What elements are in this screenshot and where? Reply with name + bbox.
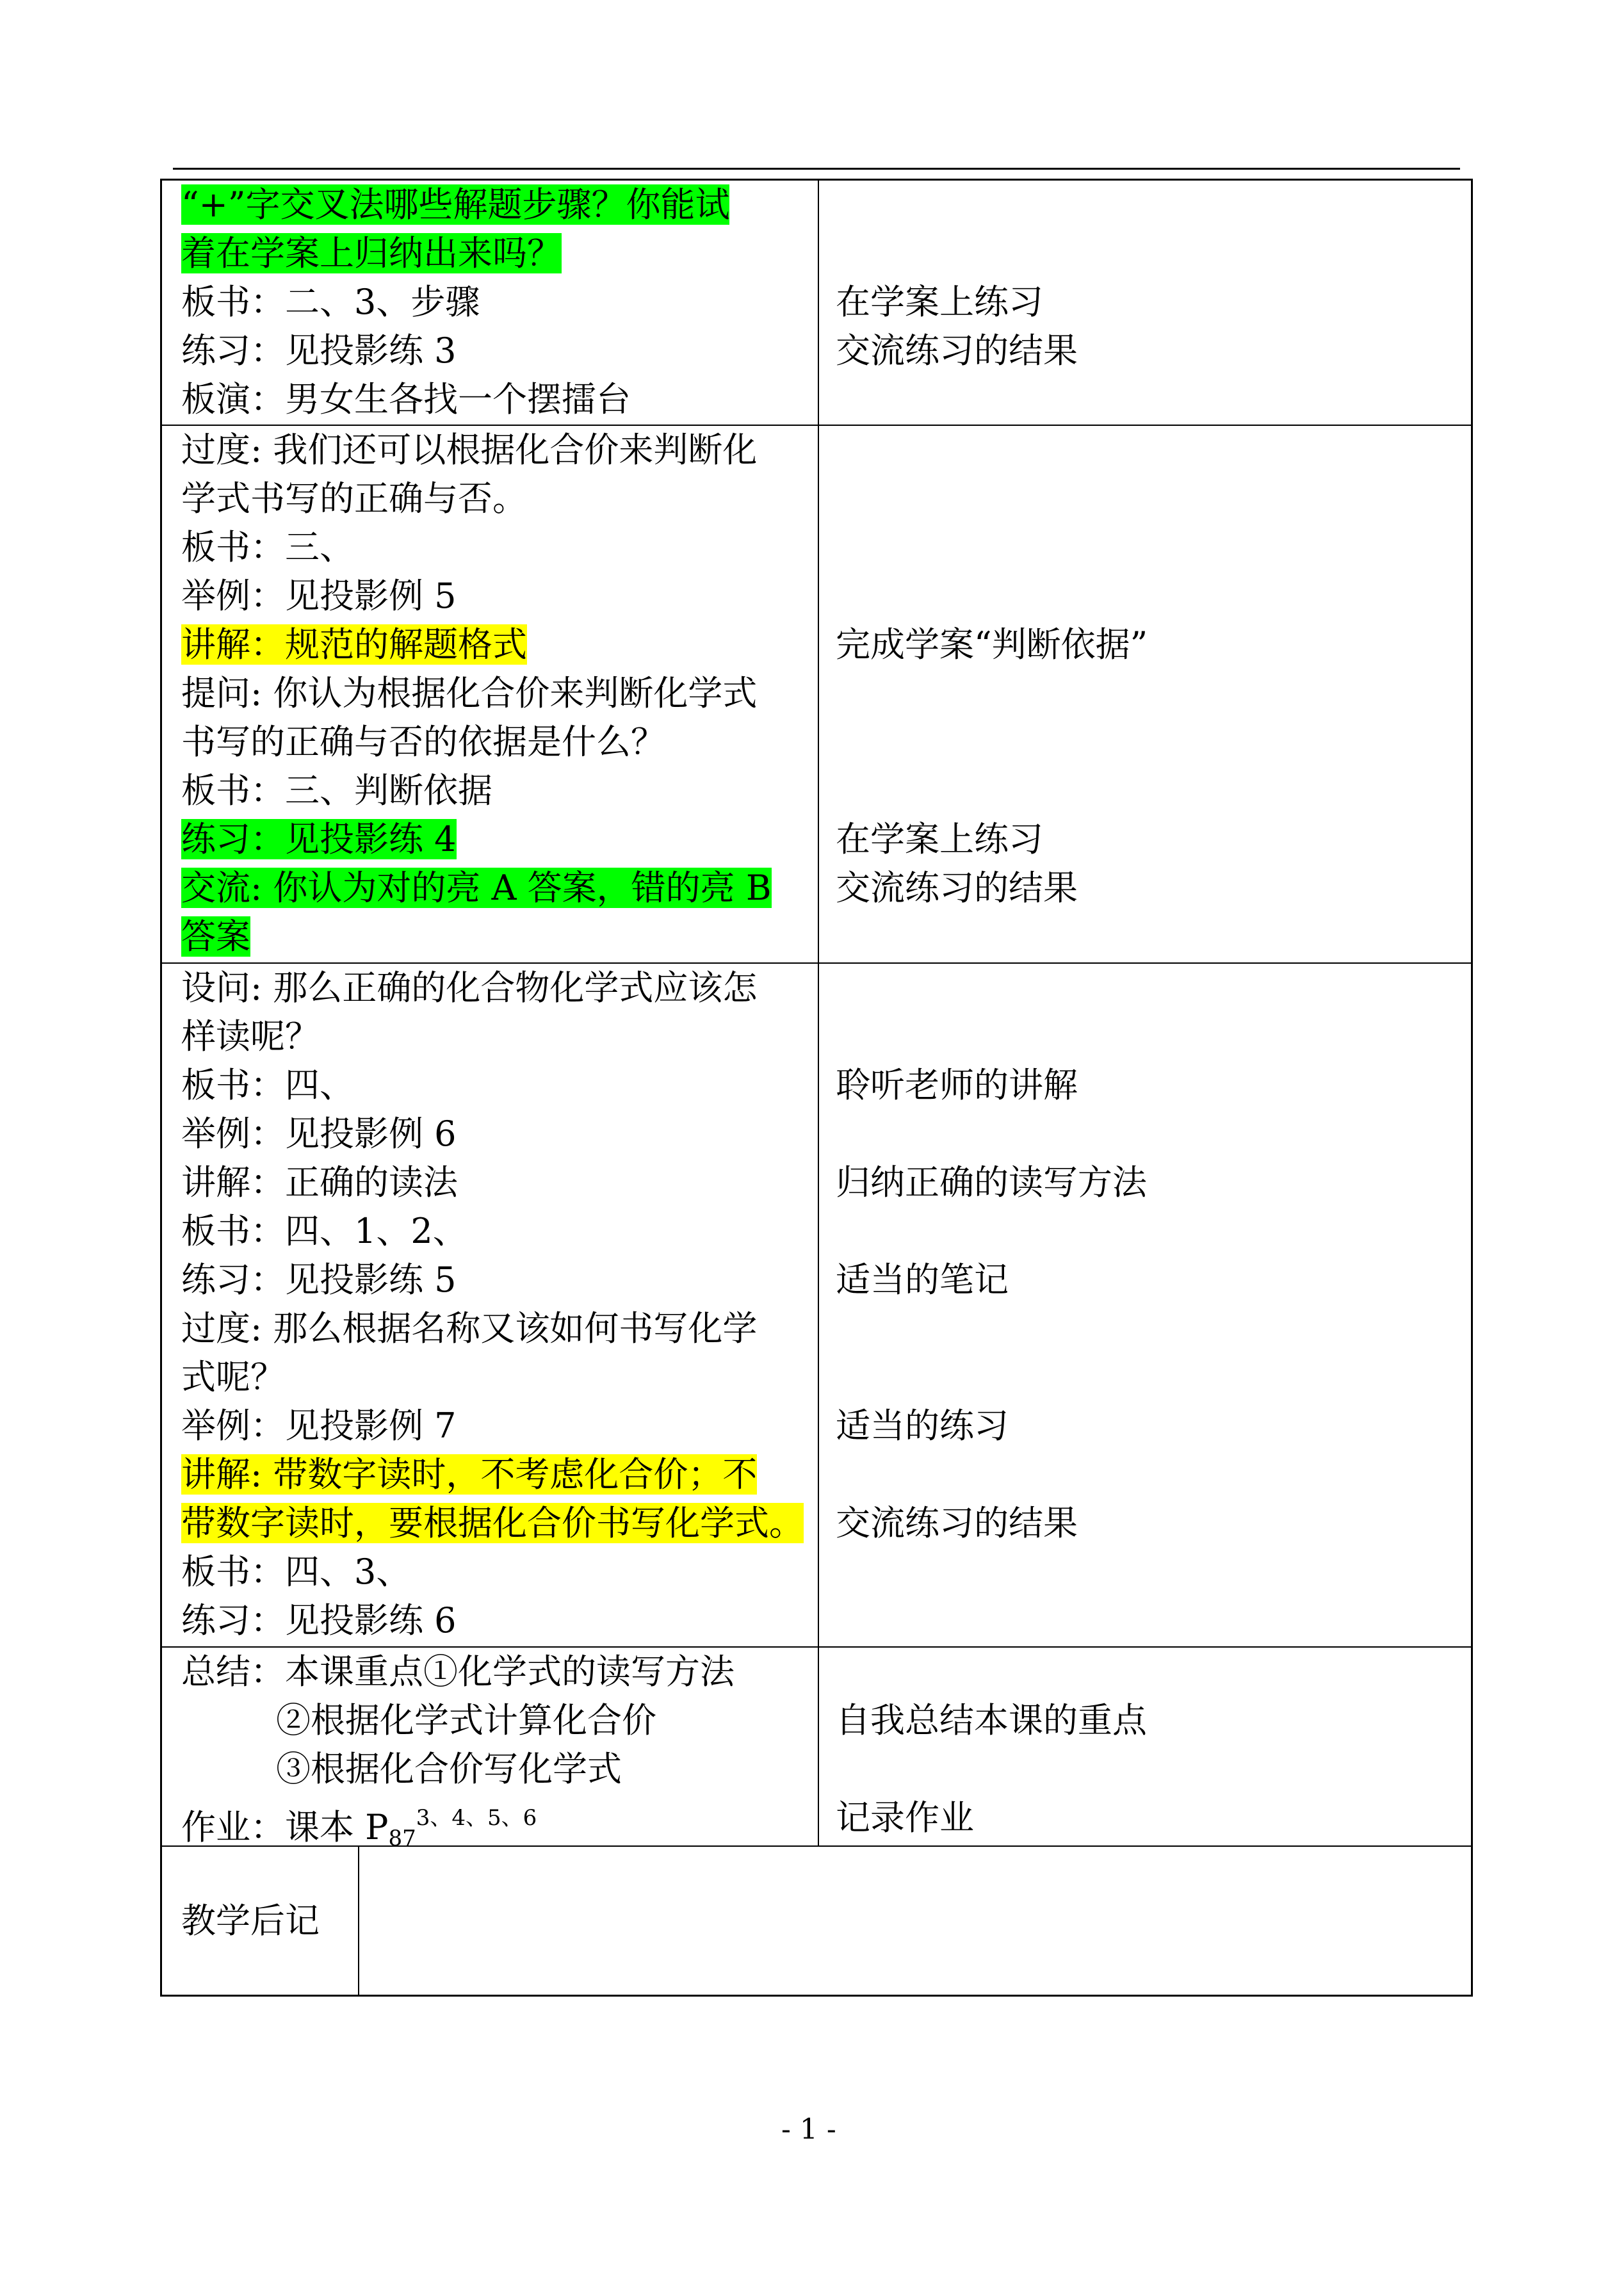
homework-page-sub: 87 bbox=[388, 1826, 416, 1851]
homework-label: 作业：课本 P bbox=[181, 1807, 389, 1847]
student-line: 记录作业 bbox=[836, 1797, 974, 1838]
teacher-line: 交流: 你认为对的亮 A 答案，错的亮 B bbox=[181, 868, 772, 908]
teacher-line: 板书：二、3、步骤 bbox=[181, 282, 480, 322]
teacher-line: 过度: 那么根据名称又该如何书写化学 bbox=[181, 1308, 758, 1349]
footer-column-divider bbox=[358, 1845, 359, 1997]
teacher-line: 板演：男女生各找一个摆擂台 bbox=[181, 379, 631, 419]
teacher-line: 书写的正确与否的依据是什么？ bbox=[181, 722, 665, 762]
student-line: 交流练习的结果 bbox=[836, 330, 1078, 371]
teacher-line: 练习：见投影练 6 bbox=[181, 1600, 457, 1641]
teacher-line: 举例：见投影例 6 bbox=[181, 1114, 457, 1154]
teacher-line: 板书：四、3、 bbox=[181, 1552, 411, 1592]
student-line: 交流练习的结果 bbox=[836, 868, 1078, 908]
summary-line: ③根据化合价写化学式 bbox=[276, 1749, 622, 1789]
header-rule bbox=[173, 168, 1460, 170]
summary-line: ②根据化学式计算化合价 bbox=[276, 1700, 656, 1740]
student-line: 归纳正确的读写方法 bbox=[836, 1162, 1147, 1203]
teacher-line: 板书：四、 bbox=[181, 1065, 354, 1105]
teacher-line: 带数字读时，要根据化合价书写化学式。 bbox=[181, 1503, 804, 1543]
teacher-line: 设问: 那么正确的化合物化学式应该怎 bbox=[181, 968, 758, 1008]
teacher-line: 着在学案上归纳出来吗？ bbox=[181, 233, 562, 273]
page-number: - 1 - bbox=[781, 2113, 836, 2146]
lesson-plan-table bbox=[160, 179, 1473, 1997]
teacher-line: 练习：见投影练 4 bbox=[181, 819, 457, 859]
teacher-line: “+”字交叉法哪些解题步骤？你能试 bbox=[181, 184, 730, 225]
student-line: 聆听老师的讲解 bbox=[836, 1065, 1078, 1105]
teacher-line: 式呢？ bbox=[181, 1357, 285, 1397]
homework-line bbox=[181, 1794, 537, 1863]
teacher-line: 讲解: 带数字读时，不考虑化合价；不 bbox=[181, 1454, 758, 1495]
teacher-line: 过度: 我们还可以根据化合价来判断化 bbox=[181, 430, 758, 470]
teacher-line: 样读呢？ bbox=[181, 1016, 320, 1057]
teacher-line: 板书：三、判断依据 bbox=[181, 770, 492, 811]
student-line: 适当的笔记 bbox=[836, 1260, 1009, 1300]
reflection-label: 教学后记 bbox=[181, 1901, 320, 1941]
teacher-line: 板书：四、1、2、 bbox=[181, 1211, 467, 1251]
summary-line: 总结：本课重点①化学式的读写方法 bbox=[181, 1651, 735, 1692]
teacher-line: 讲解：规范的解题格式 bbox=[181, 624, 527, 665]
teacher-line: 练习：见投影练 5 bbox=[181, 1260, 457, 1300]
student-line: 自我总结本课的重点 bbox=[836, 1700, 1147, 1740]
column-divider bbox=[818, 181, 819, 1845]
student-line: 完成学案“判断依据” bbox=[836, 624, 1148, 665]
teacher-line: 举例：见投影例 5 bbox=[181, 576, 457, 616]
student-line: 在学案上练习 bbox=[836, 819, 1043, 859]
teacher-line: 举例：见投影例 7 bbox=[181, 1406, 457, 1446]
teacher-line: 答案 bbox=[181, 916, 250, 957]
student-line: 适当的练习 bbox=[836, 1406, 1009, 1446]
student-line: 在学案上练习 bbox=[836, 282, 1043, 322]
teacher-line: 讲解：正确的读法 bbox=[181, 1162, 458, 1203]
student-line: 交流练习的结果 bbox=[836, 1503, 1078, 1543]
teacher-line: 学式书写的正确与否。 bbox=[181, 478, 527, 519]
homework-items-sup: 3、4、5、6 bbox=[416, 1805, 537, 1831]
teacher-line: 提问: 你认为根据化合价来判断化学式 bbox=[181, 673, 758, 713]
teacher-line: 板书：三、 bbox=[181, 527, 354, 567]
teacher-line: 练习：见投影练 3 bbox=[181, 330, 457, 371]
